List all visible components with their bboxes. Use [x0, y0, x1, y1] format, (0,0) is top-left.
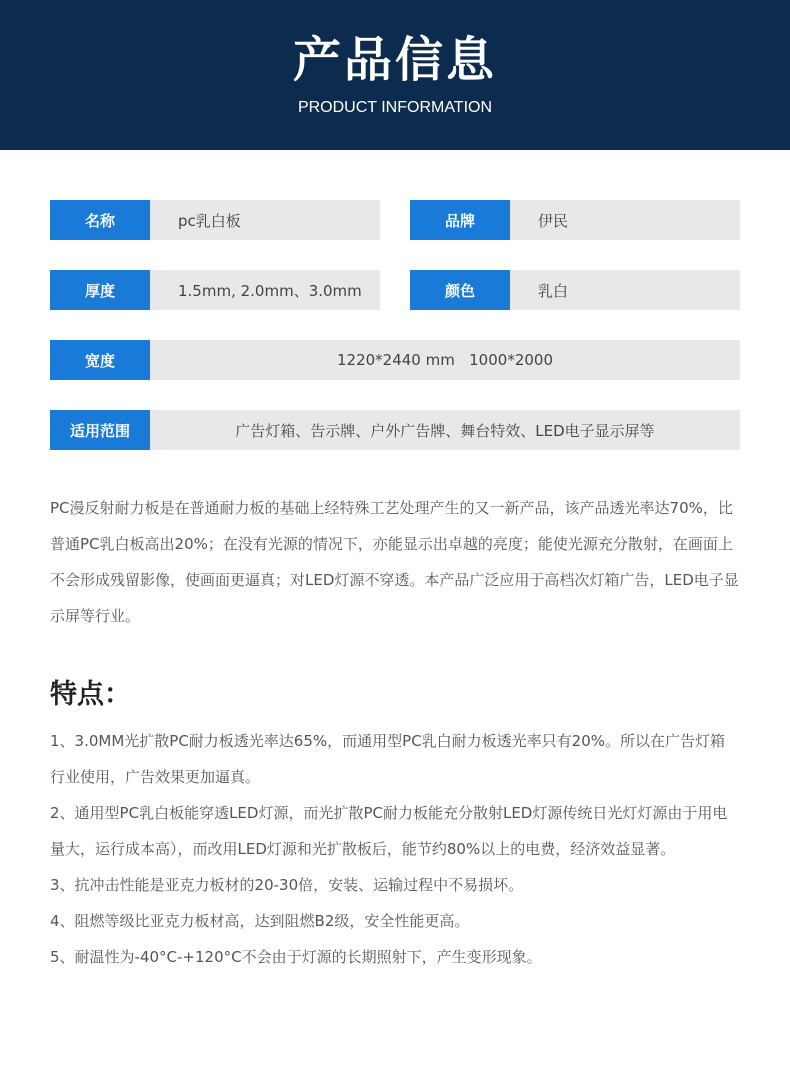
spec-row-width [50, 340, 740, 380]
page-title: 产品信息 [292, 32, 497, 88]
spec-value-width: 1220*2440 mm 1000*2000 [150, 340, 740, 380]
feature-item: 3、抗冲击性能是亚克力板材的20-30倍，安装、运输过程中不易损坏。 [50, 876, 524, 894]
spec-value-thickness: 1.5mm, 2.0mm、3.0mm [150, 270, 380, 310]
spec-row-name [50, 200, 380, 240]
page-subtitle: PRODUCT INFORMATION [297, 99, 493, 116]
spec-label-brand: 品牌 [410, 200, 510, 240]
spec-value-name: pc乳白板 [150, 200, 380, 240]
spec-label-width: 宽度 [50, 340, 150, 380]
feature-item: 2、通用型PC乳白板能穿透LED灯源，而光扩散PC耐力板能充分散射LED灯源传统日光灯灯源由于用电量大，运行成本高），而改用LED灯源和光扩散板后，能节约80%以上的电费，经济效益显著。 [50, 804, 728, 858]
spec-label-name: 名称 [50, 200, 150, 240]
spec-row-scope [50, 410, 740, 450]
spec-row-thickness [50, 270, 380, 310]
features-list [50, 723, 730, 975]
features-title: 特点： [50, 679, 131, 710]
spec-row-color [410, 270, 740, 310]
feature-item: 1、3.0MM光扩散PC耐力板透光率达65%，而通用型PC乳白耐力板透光率只有20%。所以在广告灯箱行业使用，广告效果更加逼真。 [50, 732, 726, 786]
spec-label-thickness: 厚度 [50, 270, 150, 310]
product-description: PC漫反射耐力板是在普通耐力板的基础上经特殊工艺处理产生的又一新产品，该产品透光率达70%，比普通PC乳白板高出20%；在没有光源的情况下，亦能显示出卓越的亮度；能使光源充分散射，在画面上不会形成残留影像，使画面更逼真；对LED灯源不穿透。本产品广泛应用于高档次灯箱广告，LED电子显示屏等行业。 [50, 499, 739, 625]
spec-value-scope: 广告灯箱、告示牌、户外广告牌、舞台特效、LED电子显示屏等 [150, 410, 740, 450]
feature-item: 4、阻燃等级比亚克力板材高，达到阻燃B2级，安全性能更高。 [50, 912, 470, 930]
spec-label-color: 颜色 [410, 270, 510, 310]
spec-value-color: 乳白 [510, 270, 740, 310]
spec-value-brand: 伊民 [510, 200, 740, 240]
feature-item: 5、耐温性为-40°C-+120°C不会由于灯源的长期照射下，产生变形现象。 [50, 948, 542, 966]
spec-label-scope: 适用范围 [50, 410, 150, 450]
header-banner [0, 0, 790, 150]
spec-row-brand [410, 200, 740, 240]
